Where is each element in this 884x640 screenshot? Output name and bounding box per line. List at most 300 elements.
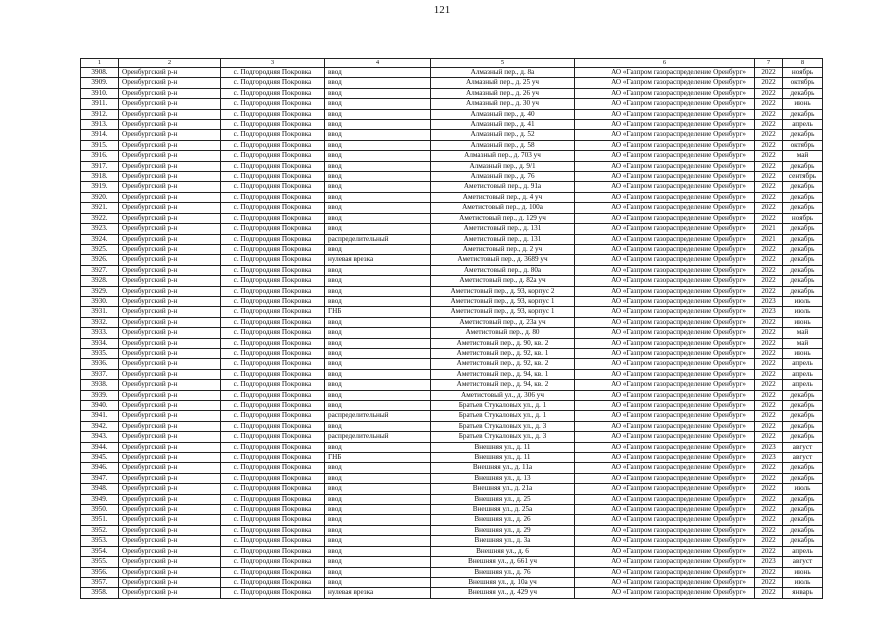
year-cell: 2022	[755, 255, 783, 265]
work-type-cell: ввод	[325, 515, 431, 525]
row-number-cell: 3937.	[81, 369, 119, 379]
district-cell: Оренбургский р-н	[119, 140, 221, 150]
settlement-cell: с. Подгородняя Покровка	[221, 120, 325, 130]
year-cell: 2022	[755, 161, 783, 171]
year-cell: 2022	[755, 432, 783, 442]
organization-cell: АО «Газпром газораспределение Оренбург»	[575, 442, 755, 452]
year-cell: 2023	[755, 453, 783, 463]
settlement-cell: с. Подгородняя Покровка	[221, 484, 325, 494]
work-type-cell: ввод	[325, 213, 431, 223]
table-row	[81, 255, 823, 265]
organization-cell: АО «Газпром газораспределение Оренбург»	[575, 161, 755, 171]
district-cell: Оренбургский р-н	[119, 390, 221, 400]
organization-cell: АО «Газпром газораспределение Оренбург»	[575, 109, 755, 119]
district-cell: Оренбургский р-н	[119, 109, 221, 119]
organization-cell: АО «Газпром газораспределение Оренбург»	[575, 463, 755, 473]
month-cell: сентябрь	[783, 172, 823, 182]
address-cell: Аметистовый пер., д. 2 уч	[431, 244, 575, 254]
work-type-cell: ввод	[325, 99, 431, 109]
settlement-cell: с. Подгородняя Покровка	[221, 317, 325, 327]
column-number: 2	[119, 59, 221, 68]
month-cell: декабрь	[783, 109, 823, 119]
month-cell: декабрь	[783, 255, 823, 265]
address-cell: Алмазный пер., д. 8а	[431, 68, 575, 78]
year-cell: 2022	[755, 78, 783, 88]
address-cell: Алмазный пер., д. 9/1	[431, 161, 575, 171]
month-cell: декабрь	[783, 463, 823, 473]
address-cell: Братьев Стукаловых ул., д. 1	[431, 411, 575, 421]
year-cell: 2022	[755, 494, 783, 504]
organization-cell: АО «Газпром газораспределение Оренбург»	[575, 328, 755, 338]
work-type-cell: ГНБ	[325, 307, 431, 317]
month-cell: октябрь	[783, 140, 823, 150]
address-cell: Братьев Стукаловых ул., д. 1	[431, 401, 575, 411]
work-type-cell: ввод	[325, 109, 431, 119]
month-cell: апрель	[783, 359, 823, 369]
row-number-cell: 3929.	[81, 286, 119, 296]
district-cell: Оренбургский р-н	[119, 161, 221, 171]
settlement-cell: с. Подгородняя Покровка	[221, 151, 325, 161]
month-cell: декабрь	[783, 234, 823, 244]
settlement-cell: с. Подгородняя Покровка	[221, 473, 325, 483]
work-type-cell: ввод	[325, 328, 431, 338]
settlement-cell: с. Подгородняя Покровка	[221, 328, 325, 338]
table-row	[81, 161, 823, 171]
work-type-cell: ввод	[325, 68, 431, 78]
year-cell: 2022	[755, 390, 783, 400]
organization-cell: АО «Газпром газораспределение Оренбург»	[575, 494, 755, 504]
organization-cell: АО «Газпром газораспределение Оренбург»	[575, 224, 755, 234]
organization-cell: АО «Газпром газораспределение Оренбург»	[575, 484, 755, 494]
settlement-cell: с. Подгородняя Покровка	[221, 369, 325, 379]
organization-cell: АО «Газпром газораспределение Оренбург»	[575, 401, 755, 411]
work-type-cell: нулевая врезка	[325, 588, 431, 598]
settlement-cell: с. Подгородняя Покровка	[221, 203, 325, 213]
district-cell: Оренбургский р-н	[119, 505, 221, 515]
table-row	[81, 401, 823, 411]
work-type-cell: ввод	[325, 338, 431, 348]
table-row	[81, 192, 823, 202]
settlement-cell: с. Подгородняя Покровка	[221, 234, 325, 244]
month-cell: декабрь	[783, 161, 823, 171]
month-cell: декабрь	[783, 244, 823, 254]
month-cell: май	[783, 328, 823, 338]
table-row	[81, 494, 823, 504]
table-row	[81, 203, 823, 213]
month-cell: декабрь	[783, 411, 823, 421]
settlement-cell: с. Подгородняя Покровка	[221, 182, 325, 192]
month-cell: апрель	[783, 546, 823, 556]
settlement-cell: с. Подгородняя Покровка	[221, 161, 325, 171]
address-cell: Аметистовый пер., д. 90, кв. 2	[431, 338, 575, 348]
column-number-row	[81, 59, 823, 68]
settlement-cell: с. Подгородняя Покровка	[221, 224, 325, 234]
row-number-cell: 3915.	[81, 140, 119, 150]
table-row	[81, 265, 823, 275]
district-cell: Оренбургский р-н	[119, 224, 221, 234]
year-cell: 2022	[755, 348, 783, 358]
organization-cell: АО «Газпром газораспределение Оренбург»	[575, 213, 755, 223]
row-number-cell: 3918.	[81, 172, 119, 182]
settlement-cell: с. Подгородняя Покровка	[221, 567, 325, 577]
month-cell: июль	[783, 296, 823, 306]
organization-cell: АО «Газпром газораспределение Оренбург»	[575, 546, 755, 556]
district-cell: Оренбургский р-н	[119, 213, 221, 223]
month-cell: июнь	[783, 317, 823, 327]
address-cell: Аметистовый пер., д. 3689 уч	[431, 255, 575, 265]
settlement-cell: с. Подгородняя Покровка	[221, 577, 325, 587]
row-number-cell: 3936.	[81, 359, 119, 369]
address-cell: Аметистовый пер., д. 82а уч	[431, 276, 575, 286]
settlement-cell: с. Подгородняя Покровка	[221, 78, 325, 88]
settlement-cell: с. Подгородняя Покровка	[221, 213, 325, 223]
column-number: 7	[755, 59, 783, 68]
organization-cell: АО «Газпром газораспределение Оренбург»	[575, 588, 755, 598]
address-cell: Алмазный пер., д. 26 уч	[431, 88, 575, 98]
row-number-cell: 3924.	[81, 234, 119, 244]
organization-cell: АО «Газпром газораспределение Оренбург»	[575, 473, 755, 483]
organization-cell: АО «Газпром газораспределение Оренбург»	[575, 453, 755, 463]
address-cell: Алмазный пер., д. 703 уч	[431, 151, 575, 161]
settlement-cell: с. Подгородняя Покровка	[221, 453, 325, 463]
settlement-cell: с. Подгородняя Покровка	[221, 463, 325, 473]
row-number-cell: 3941.	[81, 411, 119, 421]
month-cell: июль	[783, 484, 823, 494]
table-row	[81, 421, 823, 431]
month-cell: декабрь	[783, 88, 823, 98]
district-cell: Оренбургский р-н	[119, 338, 221, 348]
table-row	[81, 328, 823, 338]
work-type-cell: ввод	[325, 203, 431, 213]
year-cell: 2022	[755, 99, 783, 109]
district-cell: Оренбургский р-н	[119, 203, 221, 213]
row-number-cell: 3938.	[81, 380, 119, 390]
work-type-cell: ввод	[325, 484, 431, 494]
year-cell: 2022	[755, 369, 783, 379]
row-number-cell: 3957.	[81, 577, 119, 587]
table-row	[81, 390, 823, 400]
organization-cell: АО «Газпром газораспределение Оренбург»	[575, 78, 755, 88]
district-cell: Оренбургский р-н	[119, 369, 221, 379]
table-row	[81, 505, 823, 515]
month-cell: август	[783, 453, 823, 463]
row-number-cell: 3940.	[81, 401, 119, 411]
work-type-cell: распределительный	[325, 432, 431, 442]
organization-cell: АО «Газпром газораспределение Оренбург»	[575, 192, 755, 202]
year-cell: 2022	[755, 536, 783, 546]
month-cell: декабрь	[783, 432, 823, 442]
settlement-cell: с. Подгородняя Покровка	[221, 244, 325, 254]
work-type-cell: ввод	[325, 224, 431, 234]
month-cell: декабрь	[783, 401, 823, 411]
month-cell: декабрь	[783, 276, 823, 286]
organization-cell: АО «Газпром газораспределение Оренбург»	[575, 265, 755, 275]
settlement-cell: с. Подгородняя Покровка	[221, 109, 325, 119]
table-row	[81, 473, 823, 483]
year-cell: 2022	[755, 265, 783, 275]
district-cell: Оренбургский р-н	[119, 99, 221, 109]
table-row	[81, 296, 823, 306]
month-cell: июль	[783, 307, 823, 317]
settlement-cell: с. Подгородняя Покровка	[221, 505, 325, 515]
district-cell: Оренбургский р-н	[119, 120, 221, 130]
settlement-cell: с. Подгородняя Покровка	[221, 140, 325, 150]
address-cell: Аметистовый пер., д. 129 уч	[431, 213, 575, 223]
work-type-cell: ввод	[325, 130, 431, 140]
year-cell: 2022	[755, 120, 783, 130]
table-row	[81, 151, 823, 161]
column-number: 1	[81, 59, 119, 68]
work-type-cell: ввод	[325, 244, 431, 254]
year-cell: 2022	[755, 88, 783, 98]
work-type-cell: ввод	[325, 182, 431, 192]
settlement-cell: с. Подгородняя Покровка	[221, 421, 325, 431]
organization-cell: АО «Газпром газораспределение Оренбург»	[575, 296, 755, 306]
month-cell: декабрь	[783, 515, 823, 525]
table-row	[81, 213, 823, 223]
address-cell: Внешняя ул., д. 429 уч	[431, 588, 575, 598]
district-cell: Оренбургский р-н	[119, 286, 221, 296]
table-row	[81, 442, 823, 452]
organization-cell: АО «Газпром газораспределение Оренбург»	[575, 348, 755, 358]
address-cell: Внешняя ул., д. 11	[431, 453, 575, 463]
year-cell: 2022	[755, 213, 783, 223]
address-cell: Внешняя ул., д. 26	[431, 515, 575, 525]
work-type-cell: нулевая врезка	[325, 255, 431, 265]
address-cell: Аметистовый пер., д. 94, кв. 1	[431, 369, 575, 379]
work-type-cell: ввод	[325, 265, 431, 275]
district-cell: Оренбургский р-н	[119, 328, 221, 338]
row-number-cell: 3926.	[81, 255, 119, 265]
address-cell: Аметистовый пер., д. 80	[431, 328, 575, 338]
row-number-cell: 3919.	[81, 182, 119, 192]
column-number: 3	[221, 59, 325, 68]
row-number-cell: 3944.	[81, 442, 119, 452]
table-row	[81, 546, 823, 556]
row-number-cell: 3927.	[81, 265, 119, 275]
page-number: 121	[433, 4, 451, 16]
row-number-cell: 3921.	[81, 203, 119, 213]
table-row	[81, 68, 823, 78]
table-row	[81, 567, 823, 577]
settlement-cell: с. Подгородняя Покровка	[221, 536, 325, 546]
row-number-cell: 3917.	[81, 161, 119, 171]
address-cell: Алмазный пер., д. 30 уч	[431, 99, 575, 109]
row-number-cell: 3931.	[81, 307, 119, 317]
organization-cell: АО «Газпром газораспределение Оренбург»	[575, 421, 755, 431]
work-type-cell: ввод	[325, 442, 431, 452]
settlement-cell: с. Подгородняя Покровка	[221, 588, 325, 598]
table-row	[81, 140, 823, 150]
settlement-cell: с. Подгородняя Покровка	[221, 359, 325, 369]
table-row	[81, 432, 823, 442]
row-number-cell: 3923.	[81, 224, 119, 234]
organization-cell: АО «Газпром газораспределение Оренбург»	[575, 338, 755, 348]
row-number-cell: 3916.	[81, 151, 119, 161]
settlement-cell: с. Подгородняя Покровка	[221, 411, 325, 421]
row-number-cell: 3956.	[81, 567, 119, 577]
address-cell: Аметистовый пер., д. 131	[431, 224, 575, 234]
district-cell: Оренбургский р-н	[119, 265, 221, 275]
column-number: 6	[575, 59, 755, 68]
year-cell: 2023	[755, 557, 783, 567]
row-number-cell: 3914.	[81, 130, 119, 140]
organization-cell: АО «Газпром газораспределение Оренбург»	[575, 255, 755, 265]
work-type-cell: ввод	[325, 369, 431, 379]
settlement-cell: с. Подгородняя Покровка	[221, 390, 325, 400]
year-cell: 2022	[755, 317, 783, 327]
organization-cell: АО «Газпром газораспределение Оренбург»	[575, 557, 755, 567]
address-cell: Аметистовый пер., д. 4 уч	[431, 192, 575, 202]
table-row	[81, 588, 823, 598]
organization-cell: АО «Газпром газораспределение Оренбург»	[575, 276, 755, 286]
table-row	[81, 484, 823, 494]
row-number-cell: 3920.	[81, 192, 119, 202]
month-cell: июнь	[783, 567, 823, 577]
table-row	[81, 109, 823, 119]
year-cell: 2022	[755, 109, 783, 119]
work-type-cell: распределительный	[325, 411, 431, 421]
address-cell: Братьев Стукаловых ул., д. 3	[431, 421, 575, 431]
work-type-cell: ввод	[325, 161, 431, 171]
month-cell: август	[783, 442, 823, 452]
district-cell: Оренбургский р-н	[119, 317, 221, 327]
district-cell: Оренбургский р-н	[119, 234, 221, 244]
work-type-cell: ввод	[325, 120, 431, 130]
organization-cell: АО «Газпром газораспределение Оренбург»	[575, 120, 755, 130]
table-row	[81, 88, 823, 98]
year-cell: 2022	[755, 140, 783, 150]
address-cell: Внешняя ул., д. 6	[431, 546, 575, 556]
year-cell: 2022	[755, 276, 783, 286]
row-number-cell: 3948.	[81, 484, 119, 494]
month-cell: декабрь	[783, 203, 823, 213]
row-number-cell: 3911.	[81, 99, 119, 109]
settlement-cell: с. Подгородняя Покровка	[221, 296, 325, 306]
year-cell: 2022	[755, 338, 783, 348]
address-cell: Аметистовый пер., д. 93, корпус 2	[431, 286, 575, 296]
table-row	[81, 224, 823, 234]
column-number: 8	[783, 59, 823, 68]
table-row	[81, 380, 823, 390]
organization-cell: АО «Газпром газораспределение Оренбург»	[575, 130, 755, 140]
settlement-cell: с. Подгородняя Покровка	[221, 515, 325, 525]
row-number-cell: 3945.	[81, 453, 119, 463]
month-cell: август	[783, 557, 823, 567]
district-cell: Оренбургский р-н	[119, 484, 221, 494]
year-cell: 2022	[755, 192, 783, 202]
year-cell: 2022	[755, 577, 783, 587]
district-cell: Оренбургский р-н	[119, 463, 221, 473]
organization-cell: АО «Газпром газораспределение Оренбург»	[575, 99, 755, 109]
organization-cell: АО «Газпром газораспределение Оренбург»	[575, 317, 755, 327]
table-row	[81, 453, 823, 463]
district-cell: Оренбургский р-н	[119, 182, 221, 192]
year-cell: 2022	[755, 244, 783, 254]
district-cell: Оренбургский р-н	[119, 588, 221, 598]
settlement-cell: с. Подгородняя Покровка	[221, 276, 325, 286]
table-row	[81, 411, 823, 421]
work-type-cell: ввод	[325, 317, 431, 327]
organization-cell: АО «Газпром газораспределение Оренбург»	[575, 234, 755, 244]
organization-cell: АО «Газпром газораспределение Оренбург»	[575, 525, 755, 535]
year-cell: 2022	[755, 588, 783, 598]
address-cell: Алмазный пер., д. 25 уч	[431, 78, 575, 88]
district-cell: Оренбургский р-н	[119, 411, 221, 421]
year-cell: 2022	[755, 567, 783, 577]
district-cell: Оренбургский р-н	[119, 473, 221, 483]
row-number-cell: 3913.	[81, 120, 119, 130]
organization-cell: АО «Газпром газораспределение Оренбург»	[575, 432, 755, 442]
row-number-cell: 3953.	[81, 536, 119, 546]
table-row	[81, 99, 823, 109]
row-number-cell: 3954.	[81, 546, 119, 556]
column-number: 4	[325, 59, 431, 68]
organization-cell: АО «Газпром газораспределение Оренбург»	[575, 182, 755, 192]
district-cell: Оренбургский р-н	[119, 536, 221, 546]
table-row	[81, 577, 823, 587]
row-number-cell: 3955.	[81, 557, 119, 567]
work-type-cell: ввод	[325, 172, 431, 182]
work-type-cell: ввод	[325, 359, 431, 369]
address-cell: Внешняя ул., д. 76	[431, 567, 575, 577]
year-cell: 2023	[755, 442, 783, 452]
year-cell: 2022	[755, 473, 783, 483]
row-number-cell: 3939.	[81, 390, 119, 400]
settlement-cell: с. Подгородняя Покровка	[221, 265, 325, 275]
district-cell: Оренбургский р-н	[119, 453, 221, 463]
organization-cell: АО «Газпром газораспределение Оренбург»	[575, 244, 755, 254]
work-type-cell: ввод	[325, 348, 431, 358]
settlement-cell: с. Подгородняя Покровка	[221, 432, 325, 442]
work-type-cell: ввод	[325, 557, 431, 567]
address-cell: Алмазный пер., д. 76	[431, 172, 575, 182]
month-cell: декабрь	[783, 390, 823, 400]
district-cell: Оренбургский р-н	[119, 68, 221, 78]
month-cell: декабрь	[783, 536, 823, 546]
year-cell: 2022	[755, 151, 783, 161]
row-number-cell: 3949.	[81, 494, 119, 504]
work-type-cell: ввод	[325, 276, 431, 286]
organization-cell: АО «Газпром газораспределение Оренбург»	[575, 515, 755, 525]
table-row	[81, 359, 823, 369]
table-row	[81, 182, 823, 192]
work-type-cell: ввод	[325, 88, 431, 98]
address-cell: Алмазный пер., д. 58	[431, 140, 575, 150]
month-cell: апрель	[783, 120, 823, 130]
address-cell: Внешняя ул., д. 10а уч	[431, 577, 575, 587]
address-cell: Аметистовый пер., д. 100а	[431, 203, 575, 213]
address-cell: Аметистовый пер., д. 92, кв. 2	[431, 359, 575, 369]
year-cell: 2022	[755, 505, 783, 515]
organization-cell: АО «Газпром газораспределение Оренбург»	[575, 286, 755, 296]
work-type-cell: ввод	[325, 380, 431, 390]
month-cell: декабрь	[783, 265, 823, 275]
row-number-cell: 3930.	[81, 296, 119, 306]
table-row	[81, 172, 823, 182]
district-cell: Оренбургский р-н	[119, 255, 221, 265]
table-row	[81, 463, 823, 473]
table-row	[81, 307, 823, 317]
year-cell: 2022	[755, 328, 783, 338]
row-number-cell: 3928.	[81, 276, 119, 286]
district-cell: Оренбургский р-н	[119, 88, 221, 98]
year-cell: 2022	[755, 203, 783, 213]
district-cell: Оренбургский р-н	[119, 494, 221, 504]
settlement-cell: с. Подгородняя Покровка	[221, 525, 325, 535]
district-cell: Оренбургский р-н	[119, 307, 221, 317]
address-cell: Алмазный пер., д. 52	[431, 130, 575, 140]
